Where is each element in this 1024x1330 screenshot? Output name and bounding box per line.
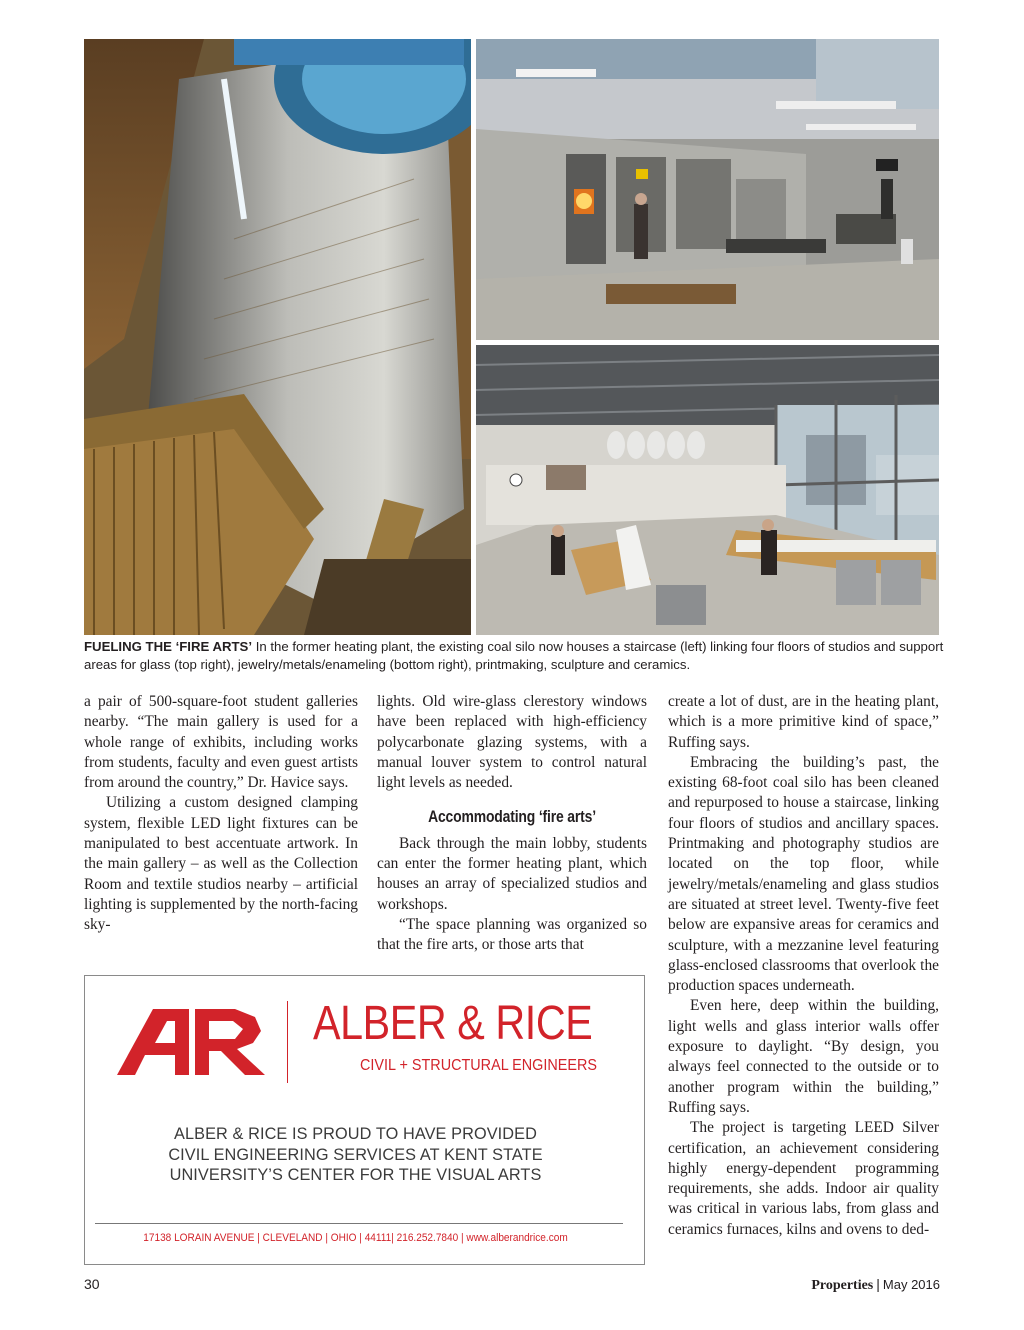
company-tagline: CIVIL + STRUCTURAL ENGINEERS — [360, 1057, 597, 1074]
paragraph: The project is targeting LEED Silver certification, an achievement considering highly energy-dependent programming requirements, she adds. Indoor air quality was critical in various labs, from glass and ceramics furnaces, kilns and ovens to ded- — [668, 1119, 939, 1238]
paragraph: Utilizing a custom designed clamping system, flexible LED light fixtures can be manipulated to best accentuate artwork. In the main gallery – as well as the Collection Room and textile studios nearby – artificial lighting is supplemented by the north-facing sky- — [84, 794, 358, 934]
publication-name: Properties — [811, 1278, 874, 1293]
article-column-1 — [84, 692, 358, 936]
paragraph: lights. Old wire-glass clerestory windows have been replaced with high-efficiency polycarbonate glazing systems, with a manual louver system to control natural light levels as needed. — [377, 693, 647, 792]
section-subhead: Accommodating ‘fire arts’ — [428, 807, 596, 827]
ad-body-text — [85, 1124, 626, 1186]
issue-date: May 2016 — [882, 1277, 940, 1292]
page-number: 30 — [84, 1276, 100, 1292]
article-column-2 — [377, 692, 647, 956]
paragraph: Embracing the building’s past, the existing 68-foot coal silo has been cleaned and repurposed to house a staircase, linking four floors of studios and ancillary spaces. Printmaking and photography studios are located on the top floor, while jewelry/metals/enameling and glass studios are situated at street level. Twenty-five feet below are expansive areas for ceramics and sculpture, with a mezzanine level featuring glass-enclosed classrooms that overlook the production spaces underneath. — [668, 753, 939, 995]
ad-body-line: UNIVERSITY’S CENTER FOR THE VISUAL ARTS — [169, 1166, 542, 1184]
photo-caption — [84, 638, 944, 674]
photo-coal-silo-staircase — [84, 39, 471, 635]
ad-body-line: ALBER & RICE IS PROUD TO HAVE PROVIDED — [174, 1125, 537, 1143]
logo-divider — [287, 1001, 288, 1083]
ad-rule — [95, 1223, 623, 1224]
paragraph: create a lot of dust, are in the heating plant, which is a more primitive kind of space,” Ruffing says. — [668, 693, 939, 751]
article-column-3 — [668, 692, 939, 1240]
caption-heading: FUELING THE ‘FIRE ARTS’ — [84, 639, 253, 654]
paragraph: Back through the main lobby, students can enter the former heating plant, which houses an array of specialized studios and workshops. — [377, 834, 647, 913]
paragraph: a pair of 500-square-foot student galleries nearby. “The main gallery is used for a whole range of exhibits, including works from students, faculty and even guest artists from around the country,” Dr. Havice says. — [84, 693, 358, 792]
caption-text: In the former heating plant, the existing coal silo now houses a staircase (left) linking four floors of studios and support areas for glass (top right), jewelry/metals/enameling (bottom right), printmaking, sculpture and ceramics. — [84, 639, 944, 672]
paragraph: “The space planning was organized so that the fire arts, or those arts that — [377, 915, 647, 954]
ad-body-line: CIVIL ENGINEERING SERVICES AT KENT STATE — [168, 1145, 543, 1164]
alber-rice-logo — [117, 1003, 265, 1075]
photo-glass-studio — [476, 39, 939, 340]
company-name: ALBER & RICE — [313, 997, 593, 1050]
ad-address: 17138 LORAIN AVENUE | CLEVELAND | OHIO | 44111| 216.252.7840 | www.alberandrice.com — [143, 1232, 568, 1244]
advertisement-alber-rice — [84, 975, 645, 1265]
publication-footer — [811, 1276, 940, 1294]
photo-jewelry-metals-studio — [476, 345, 939, 635]
footer-separator: | — [876, 1276, 880, 1292]
paragraph: Even here, deep within the building, light wells and glass interior walls offer exposure to daylight. “By design, you always feel connected to the outside or to another program within the building,” Ruffing says. — [668, 997, 939, 1116]
